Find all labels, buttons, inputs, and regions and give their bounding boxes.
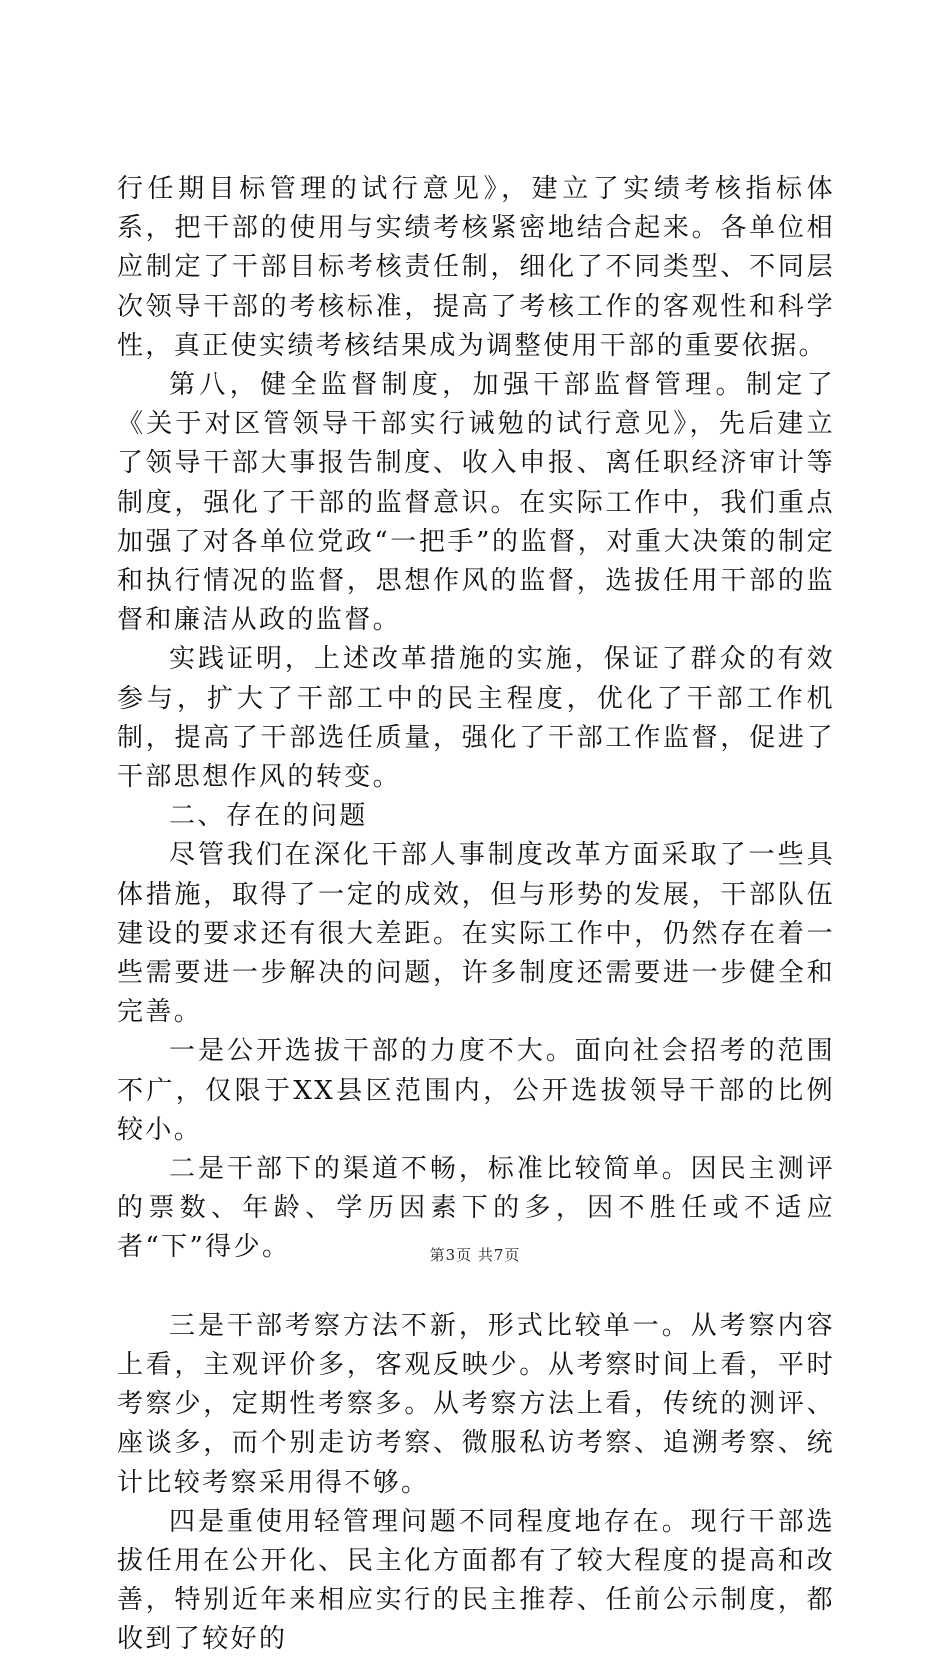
paragraph-problems-intro: 尽管我们在深化干部人事制度改革方面采取了一些具体措施，取得了一定的成效，但与形势的发展，干部队伍建设的要求还有很大差距。在实际工作中，仍然存在着一些需要进一步解决的问题，许多制度还需要进一步健全和完善。 [117,840,835,1028]
page-number-footer: 第3页 共7页 [429,1246,521,1264]
section-heading-problems: 二、存在的问题 [169,801,368,832]
paragraph-continuation: 行任期目标管理的试行意见》，建立了实绩考核指标体系，把干部的使用与实绩考核紧密地结合起来。各单位相应制定了干部目标考核责任制，细化了不同类型、不同层次领导干部的考核标准，提高了考核工作的客观性和科学性，真正使实绩考核结果成为调整使用干部的重要依据。 [117,174,835,361]
paragraph-problem-one: 一是公开选拔干部的力度不大。面向社会招考的范围不广，仅限于XX县区范围内，公开选拔领导干部的比例较小。 [117,1036,835,1145]
paragraph-practice-proof: 实践证明，上述改革措施的实施，保证了群众的有效参与，扩大了干部工中的民主程度，优化了干部工作机制，提高了干部选任质量，强化了干部工作监督，促进了干部思想作风的转变。 [117,644,835,793]
paragraph-problem-two: 二是干部下的渠道不畅，标准比较简单。因民主测评的票数、年龄、学历因素下的多，因不胜任或不适应者“下”得少。 [117,1154,835,1263]
paragraph-eighth-measure: 第八，健全监督制度，加强干部监督管理。制定了《关于对区管领导干部实行诫勉的试行意见》，先后建立了领导干部大事报告制度、收入申报、离任职经济审计等制度，强化了干部的监督意识。在实际工作中，我们重点加强了对各单位党政“一把手”的监督，对重大决策的制定和执行情况的监督，思想作风的监督，选拔任用干部的监督和廉洁从政的监督。 [117,370,835,636]
paragraph-problem-three: 三是干部考察方法不新，形式比较单一。从考察内容上看，主观评价多，客观反映少。从考察时间上看，平时考察少，定期性考察多。从考察方法上看，传统的测评、座谈多，而个别走访考察、微服私访考察、追溯考察、统计比较考察采用得不够。 [117,1310,835,1498]
paragraph-problem-four: 四是重使用轻管理问题不同程度地存在。现行干部选拔任用在公开化、民主化方面都有了较大程度的提高和改善，特别近年来相应实行的民主推荐、任前公示制度，都收到了较好的 [117,1506,835,1655]
document-body [117,170,835,1660]
